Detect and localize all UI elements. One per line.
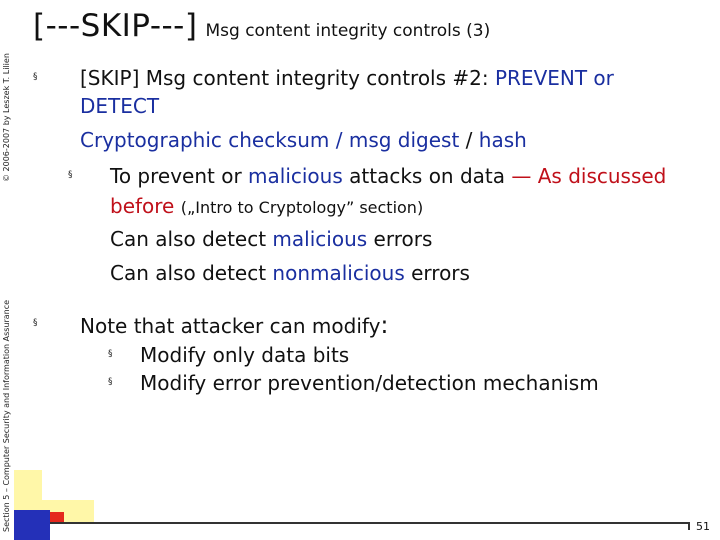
bullet1-sub1-line1 bbox=[110, 164, 666, 188]
bullet1-line3-hash: hash bbox=[478, 128, 527, 152]
title-main: [---SKIP---] bbox=[33, 8, 198, 44]
line4-text-a: Can also detect bbox=[110, 227, 273, 251]
decor-blue-block bbox=[14, 510, 50, 540]
bullet-marker: § bbox=[33, 72, 38, 82]
bullet2-text: Note that attacker can modify bbox=[80, 314, 381, 338]
course-section-text: Section 5 – Computer Security and Information Assurance bbox=[2, 299, 11, 532]
bullet-marker: § bbox=[33, 318, 38, 328]
slide-title bbox=[33, 8, 490, 44]
bullet1-line2: DETECT bbox=[80, 94, 160, 118]
sub-bullet-marker: § bbox=[68, 170, 73, 180]
sub1-section-ref: („Intro to Cryptology” section) bbox=[180, 198, 424, 217]
sub1-before: before bbox=[110, 194, 181, 218]
bullet1-line1 bbox=[80, 66, 614, 90]
bullet1-line3-highlight: Cryptographic checksum / msg digest bbox=[80, 128, 460, 152]
sub-bullet-marker: § bbox=[108, 377, 113, 387]
bullet1-line3-sep: / bbox=[459, 128, 479, 152]
line4-malicious: malicious bbox=[272, 227, 368, 251]
bullet1-line5 bbox=[110, 261, 470, 285]
bullet1-sub1-line2 bbox=[110, 194, 423, 220]
sub1-malicious: malicious bbox=[248, 164, 343, 188]
bullet1-line3 bbox=[80, 128, 527, 152]
title-subtitle: Msg content integrity controls (3) bbox=[205, 21, 491, 41]
bullet2-sub1: Modify only data bits bbox=[140, 343, 350, 367]
bullet2-line1 bbox=[80, 313, 389, 338]
bullet1-line1-text: [SKIP] Msg content integrity controls #2: bbox=[80, 66, 495, 90]
bullet1-line1-highlight: PREVENT or bbox=[494, 66, 614, 90]
footer-tick bbox=[688, 524, 690, 530]
line5-nonmalicious: nonmalicious bbox=[272, 261, 405, 285]
sub1-text-a: To prevent or bbox=[110, 164, 249, 188]
page-number: 51 bbox=[696, 520, 710, 533]
footer-rule bbox=[50, 522, 690, 524]
line5-text-c: errors bbox=[404, 261, 470, 285]
bullet1-line4 bbox=[110, 227, 432, 251]
sub-bullet-marker: § bbox=[108, 349, 113, 359]
bullet2-sub2: Modify error prevention/detection mechanism bbox=[140, 371, 599, 395]
sub1-text-c: attacks on data bbox=[342, 164, 512, 188]
line4-text-c: errors bbox=[367, 227, 433, 251]
line5-text-a: Can also detect bbox=[110, 261, 273, 285]
sub1-as-discussed: — As discussed bbox=[511, 164, 667, 188]
bullet2-colon: : bbox=[380, 311, 389, 339]
copyright-text: © 2006-2007 by Leszek T. Lilien bbox=[2, 53, 11, 182]
